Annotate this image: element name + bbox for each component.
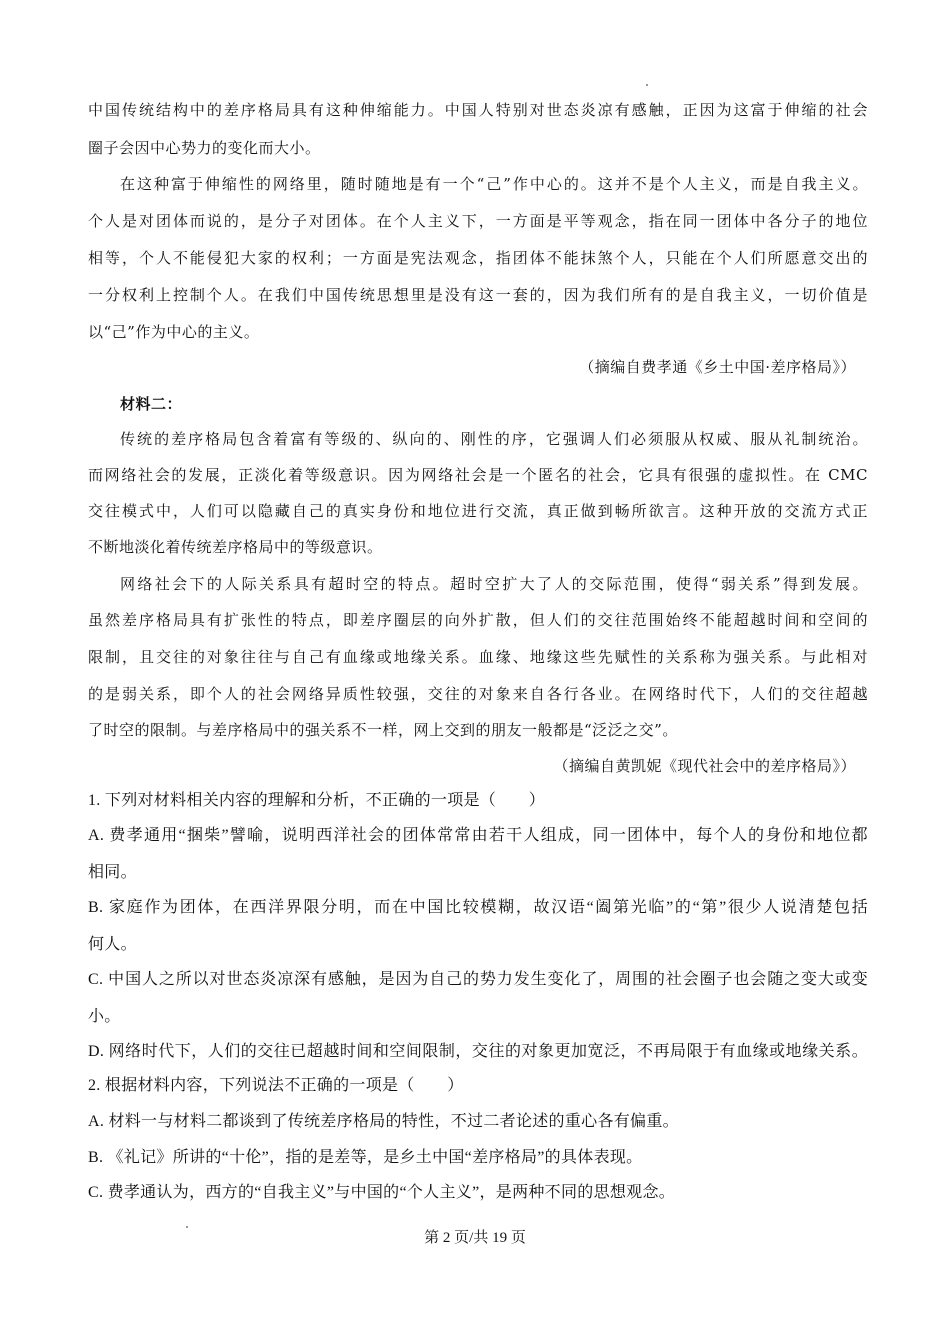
text-line-16: 了时空的限制。与差序格局中的强关系不一样，网上交到的朋友一般都是“泛泛之交”。 [88,721,678,739]
text-line-5: 相等，个人不能侵犯大家的权利；一方面是宪法观念，指团体不能抹煞个人，只能在个人们所愿意交出的 [88,249,868,267]
text-line-8: 传统的差序格局包含着富有等级的、纵向的、刚性的序，它强调人们必须服从权威、服从礼制统治。 [120,430,868,448]
text-line-14: 限制，且交往的对象往往与自己有血缘或地缘关系。血缘、地缘这些先赋性的关系称为强关系。与此相对 [88,648,868,666]
text-line-11: 不断地淡化着传统差序格局中的等级意识。 [88,538,383,556]
text-line-7: 以“己”作为中心的主义。 [88,323,260,341]
question-2-option-b: B. 《礼记》所讲的“十伦”，指的是差等，是乡土中国“差序格局”的具体表现。 [88,1149,643,1166]
text-line-3: 在这种富于伸缩性的网络里，随时随地是有一个“己”作中心的。这并不是个人主义，而是自我主义。 [120,175,868,193]
text-line-2: 圈子会因中心势力的变化而大小。 [88,139,321,157]
question-2-stem: 2. 根据材料内容，下列说法不正确的一项是（ ） [88,1077,464,1094]
question-1-option-b: B. 家庭作为团体，在西洋界限分明，而在中国比较模糊，故汉语“阖第光临”的“第”很少人说清楚包括 [88,899,868,916]
question-2-option-a: A. 材料一与材料二都谈到了传统差序格局的特性，不过二者论述的重心各有偏重。 [88,1113,679,1130]
question-1-stem: 1. 下列对材料相关内容的理解和分析，不正确的一项是（ ） [88,792,546,809]
scan-speck [646,84,648,86]
text-line-15: 的是弱关系，即个人的社会网络异质性较强，交往的对象来自各行各业。在网络时代下，人们的交往超越 [88,685,868,703]
question-1-option-a: A. 费孝通用“捆柴”譬喻，说明西洋社会的团体常常由若干人组成，同一团体中，每个人的身份和地位都 [88,827,868,844]
question-2-option-c: C. 费孝通认为，西方的“自我主义”与中国的“个人主义”，是两种不同的思想观念。 [88,1184,676,1201]
section-heading-material-2: 材料二： [120,395,183,413]
text-line-6: 一分权利上控制个人。在我们中国传统思想里是没有这一套的，因为我们所有的是自我主义，一切价值是 [88,286,868,304]
source-citation-2: （摘编自黄凯妮《现代社会中的差序格局》） [553,757,856,775]
text-line-4: 个人是对团体而说的，是分子对团体。在个人主义下，一方面是平等观念，指在同一团体中各分子的地位 [88,212,868,230]
text-line-1: 中国传统结构中的差序格局具有这种伸缩能力。中国人特别对世态炎凉有感触，正因为这富于伸缩的社会 [88,101,868,119]
text-line-13: 虽然差序格局具有扩张性的特点，即差序圈层的向外扩散，但人们的交往范围始终不能超越时间和空间的 [88,611,868,629]
text-line-9: 而网络社会的发展，正淡化着等级意识。因为网络社会是一个匿名的社会，它具有很强的虚拟性。在 CMC [88,466,868,484]
page-footer: 第 2 页/共 19 页 [424,1230,526,1246]
question-1-option-c-cont: 小。 [88,1008,121,1025]
question-1-option-b-cont: 何人。 [88,936,137,953]
text-line-10: 交往模式中，人们可以隐藏自己的真实身份和地位进行交流，真正做到畅所欲言。这种开放的交流方式正 [88,502,868,520]
question-1-option-d: D. 网络时代下，人们的交往已超越时间和空间限制，交往的对象更加宽泛，不再局限于有血缘或地缘关系。 [88,1043,868,1060]
question-1-option-c: C. 中国人之所以对世态炎凉深有感触，是因为自己的势力发生变化了，周围的社会圈子也会随之变大或变 [88,971,868,988]
source-citation-1: （摘编自费孝通《乡土中国·差序格局》） [579,358,856,376]
question-1-option-a-cont: 相同。 [88,864,137,881]
text-line-12: 网络社会下的人际关系具有超时空的特点。超时空扩大了人的交际范围，使得“弱关系”得到发展。 [120,575,868,593]
